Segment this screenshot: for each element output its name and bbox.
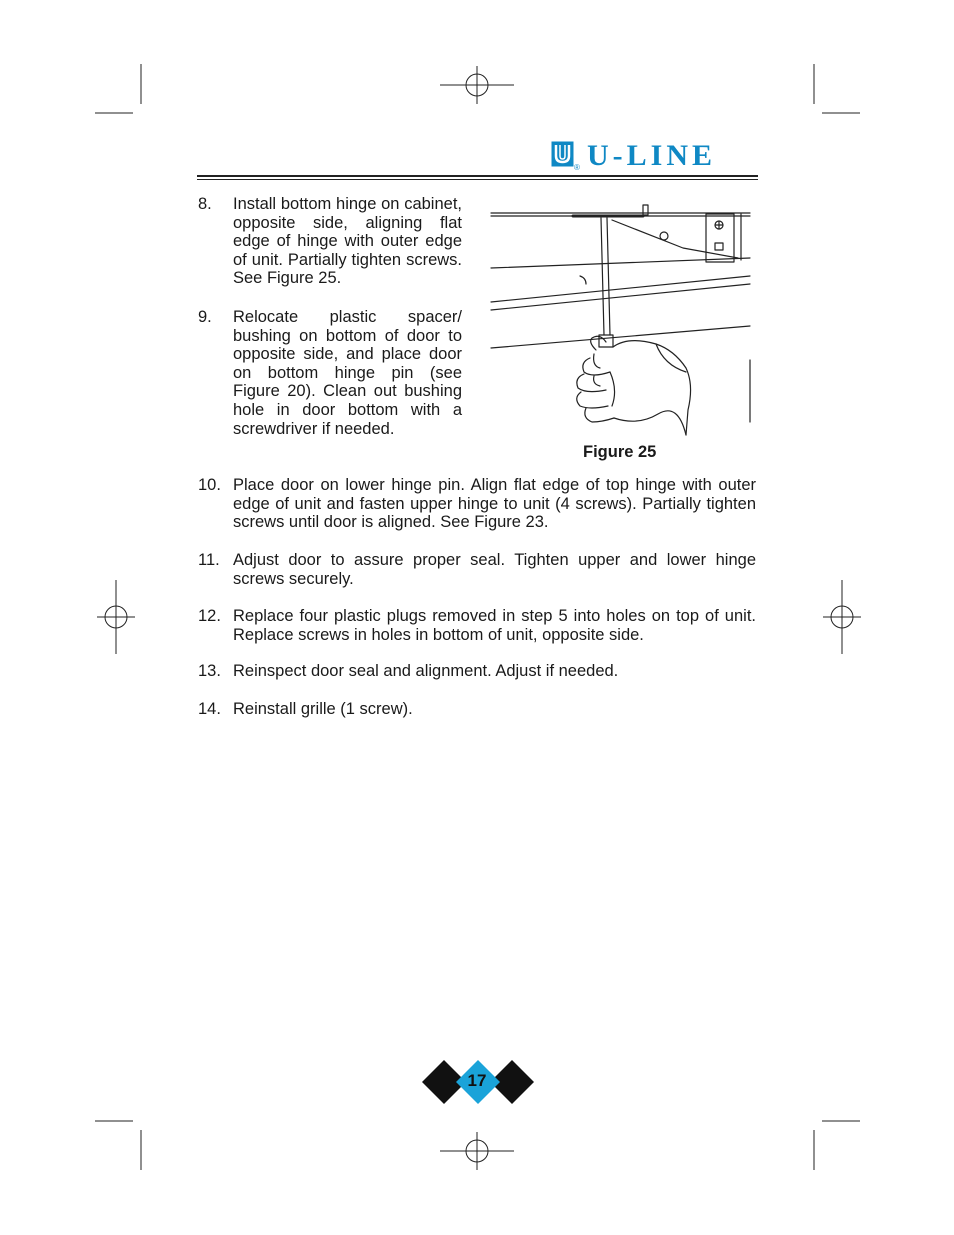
step-number: 14. <box>198 700 221 718</box>
page-number: 17 <box>467 1071 487 1090</box>
header-rule <box>197 175 758 177</box>
step-number: 13. <box>198 662 221 680</box>
header-rule-thin <box>197 179 758 180</box>
step-text: Place door on lower hinge pin. Align flat edge of top hinge with outer edge of unit and fasten upper hinge to unit (4 screws). Partially tighten screws until door is aligned. See Figure 23. <box>233 476 756 532</box>
brand-logo <box>551 141 757 173</box>
figure-caption: Figure 25 <box>583 443 657 461</box>
registered-mark: ® <box>574 163 580 172</box>
u-line-logo-icon <box>551 141 575 167</box>
step-text: Relocate plastic spacer/ bushing on bottom of door to opposite side, and place door on bottom hinge pin (see Figure 20). Clean out bushing hole in door bottom with a screwdriver if needed. <box>233 308 462 438</box>
step-number: 8. <box>198 195 212 213</box>
hand-screwdriver-illustration <box>488 200 756 440</box>
step-text: Adjust door to assure proper seal. Tighten upper and lower hinge screws securely. <box>233 551 756 588</box>
registration-mark-right <box>823 580 861 654</box>
registration-mark-top <box>440 66 514 104</box>
step-number: 10. <box>198 476 221 494</box>
step-number: 12. <box>198 607 221 625</box>
registration-mark-bottom <box>440 1132 514 1170</box>
step-text: Replace four plastic plugs removed in step 5 into holes on top of unit. Replace screws in holes in bottom of unit, opposite side. <box>233 607 756 644</box>
step-text: Reinspect door seal and alignment. Adjust if needed. <box>233 662 619 680</box>
brand-name: U-LINE <box>587 139 717 172</box>
step-text: Reinstall grille (1 screw). <box>233 700 413 718</box>
step-number: 11. <box>198 551 220 569</box>
step-number: 9. <box>198 308 212 326</box>
step-text: Install bottom hinge on cabinet, opposite side, aligning flat edge of hinge with outer edge of unit. Partially tighten screws. See Figure 25. <box>233 195 462 288</box>
registration-mark-left <box>97 580 135 654</box>
